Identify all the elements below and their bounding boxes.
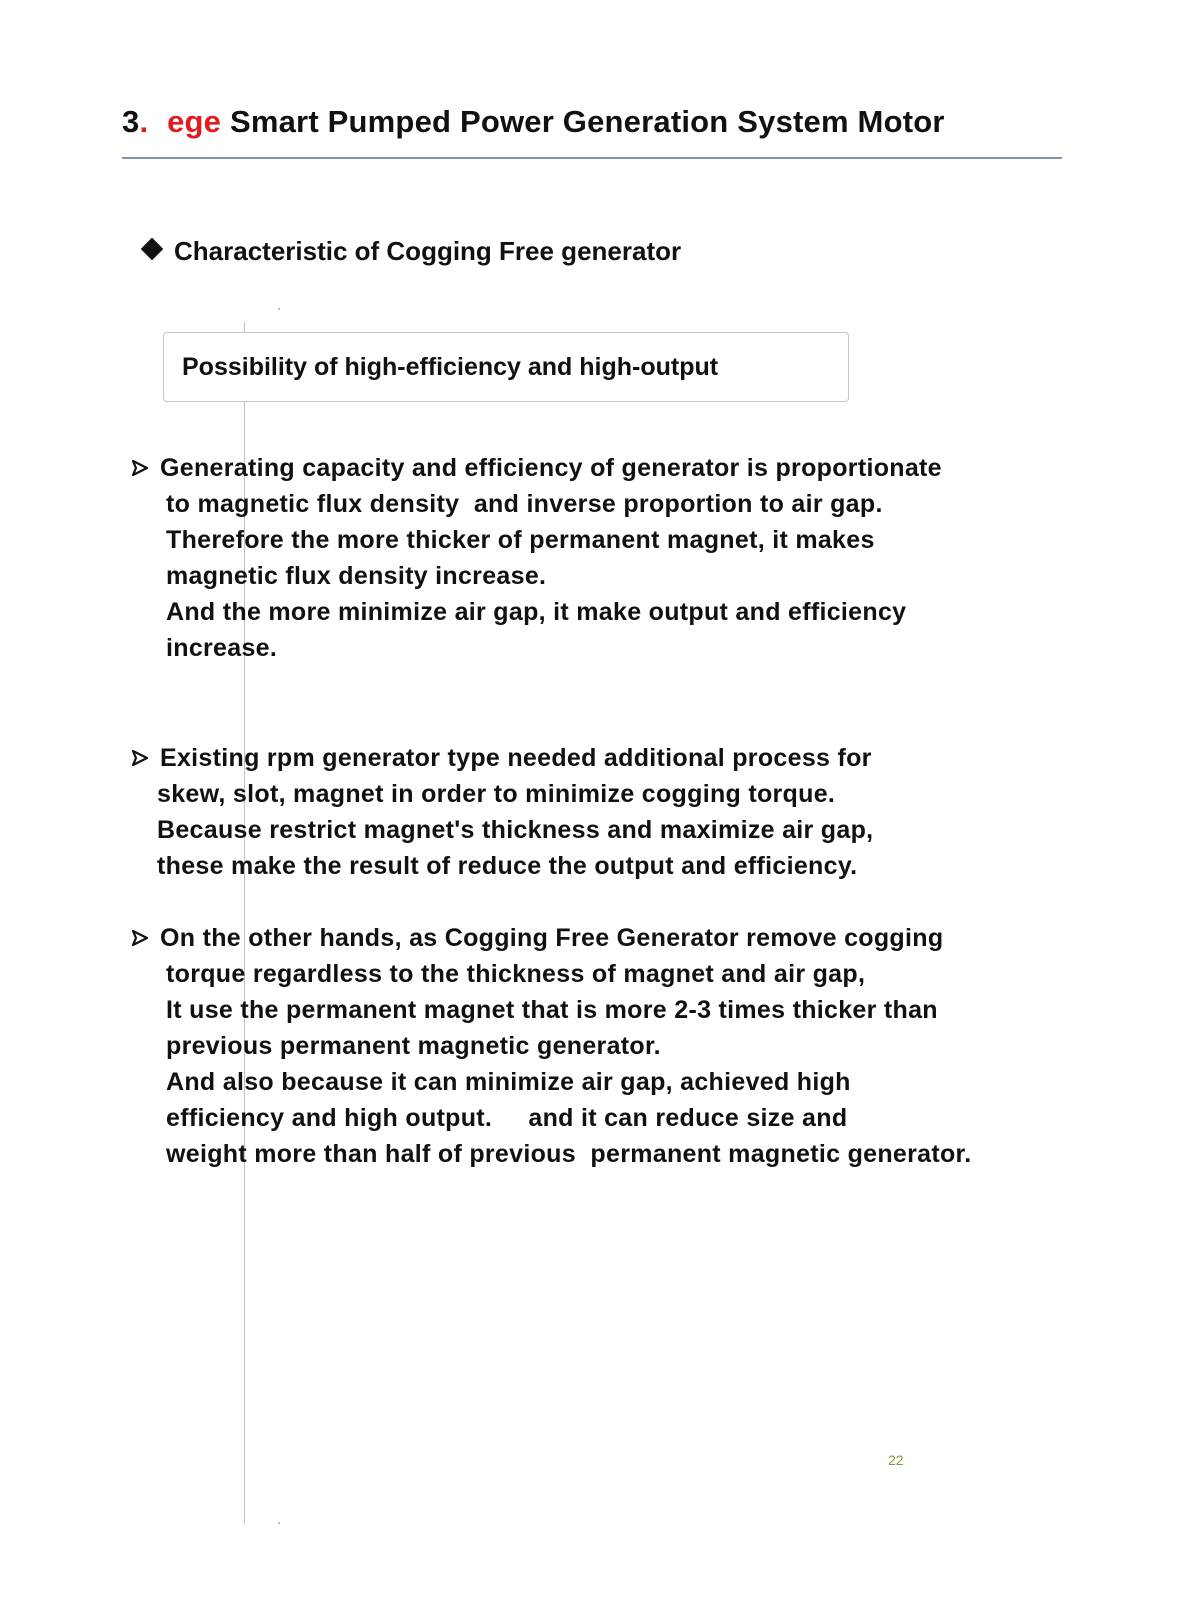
paragraph-line: Existing rpm generator type needed additional process for xyxy=(160,744,872,772)
diamond-bullet-icon xyxy=(141,238,164,261)
paragraph-line: It use the permanent magnet that is more 2-3 times thicker than xyxy=(166,996,938,1024)
callout-box xyxy=(163,332,849,402)
paragraph-line: efficiency and high output. and it can reduce size and xyxy=(166,1104,848,1132)
bullet-paragraph-1 xyxy=(130,450,942,666)
paragraph-line: Because restrict magnet's thickness and maximize air gap, xyxy=(157,816,874,844)
page-title xyxy=(122,104,945,140)
paragraph-line: torque regardless to the thickness of magnet and air gap, xyxy=(166,960,866,988)
page-number: 22 xyxy=(888,1452,904,1468)
section-heading-text: Characteristic of Cogging Free generator xyxy=(174,236,682,266)
paragraph-line: Generating capacity and efficiency of generator is proportionate xyxy=(160,454,942,482)
paragraph-line: these make the result of reduce the output and efficiency. xyxy=(157,852,858,880)
paragraph-line: And the more minimize air gap, it make output and efficiency xyxy=(166,598,907,626)
paragraph-line: weight more than half of previous permanent magnetic generator. xyxy=(166,1140,972,1168)
title-brand: ege xyxy=(167,104,222,139)
paragraph-line: increase. xyxy=(166,634,278,662)
title-underline xyxy=(122,157,1062,159)
paragraph-line: to magnetic flux density and inverse proportion to air gap. xyxy=(166,490,883,518)
title-number: 3. xyxy=(122,104,149,139)
paragraph-line: Therefore the more thicker of permanent magnet, it makes xyxy=(166,526,875,554)
arrow-bullet-icon xyxy=(130,740,152,776)
section-heading xyxy=(144,236,681,267)
bullet-paragraph-3 xyxy=(130,920,971,1172)
arrow-bullet-icon xyxy=(130,920,152,956)
bullet-paragraph-2 xyxy=(130,740,873,884)
paragraph-line: On the other hands, as Cogging Free Generator remove cogging xyxy=(160,924,944,952)
paragraph-line: magnetic flux density increase. xyxy=(166,562,547,590)
paragraph-line: And also because it can minimize air gap, achieved high xyxy=(166,1068,851,1096)
paragraph-line: previous permanent magnetic generator. xyxy=(166,1032,661,1060)
title-text: Smart Pumped Power Generation System Motor xyxy=(229,104,945,139)
paragraph-line: skew, slot, magnet in order to minimize cogging torque. xyxy=(157,780,836,808)
arrow-bullet-icon xyxy=(130,450,152,486)
guide-tick-mark xyxy=(278,308,280,310)
guide-tick-mark xyxy=(278,1522,280,1524)
callout-text: Possibility of high-efficiency and high-output xyxy=(182,353,719,381)
